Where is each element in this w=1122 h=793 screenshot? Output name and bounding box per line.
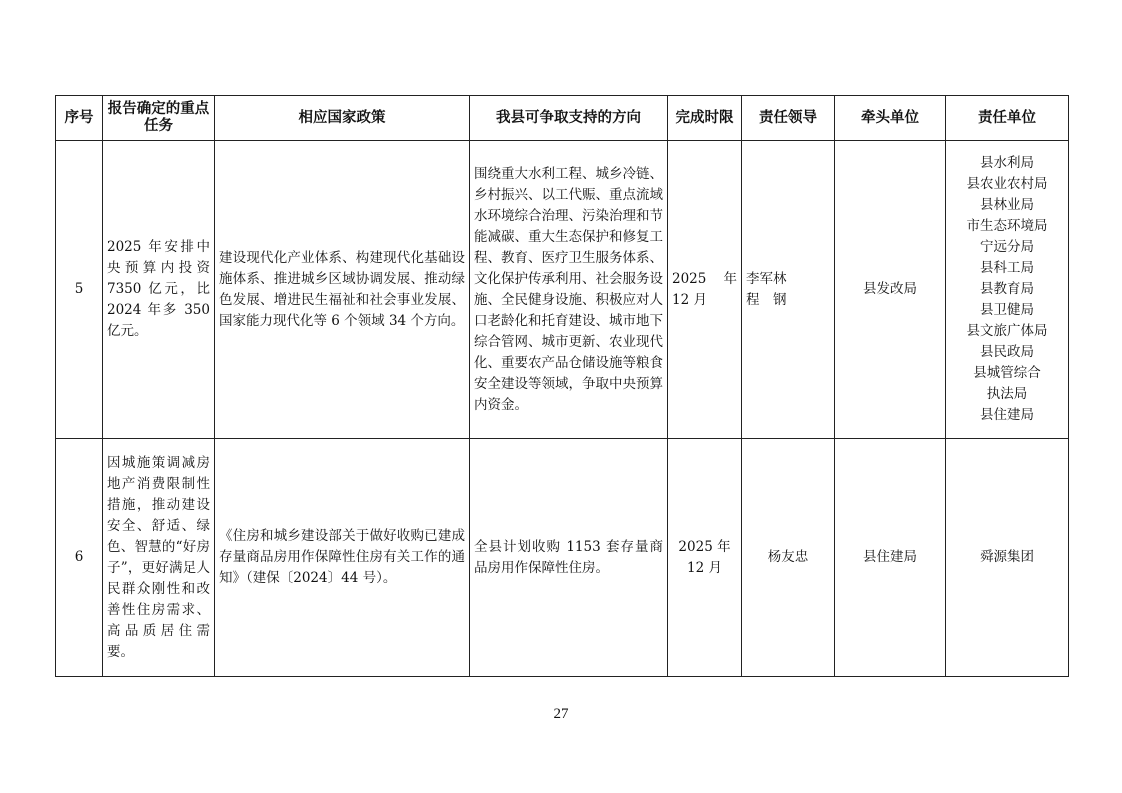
table-row [56, 439, 1069, 677]
row-policy: 《住房和城乡建设部关于做好收购已建成存量商品房用作保障性住房有关工作的通知》（建保〔2024〕44 号）。 [215, 439, 470, 677]
leader-name: 李军林 [746, 270, 787, 287]
resp-unit-item: 县林业局 [980, 197, 1034, 213]
row-leader: 杨友忠 [742, 439, 835, 677]
resp-unit-item: 县水利局 [980, 155, 1034, 171]
row-direction: 全县计划收购 1153 套存量商品房用作保障性住房。 [470, 439, 668, 677]
row-task: 因城施策调减房地产消费限制性措施，推动建设安全、舒适、绿色、智慧的“好房子”，更好满足人民群众刚性和改善性住房需求、高品质居住需要。 [103, 439, 215, 677]
resp-unit-item: 县农业农村局 [966, 176, 1048, 192]
resp-unit-item: 县住建局 [980, 407, 1034, 423]
row-deadline: 2025 年 12 月 [668, 439, 742, 677]
header-lead-unit: 牵头单位 [835, 96, 946, 141]
header-task: 报告确定的重点任务 [103, 96, 215, 141]
header-policy: 相应国家政策 [215, 96, 470, 141]
page-number: 27 [553, 706, 569, 722]
row-seq: 6 [56, 439, 103, 677]
row-lead-unit: 县发改局 [835, 141, 946, 439]
resp-unit-item: 县教育局 [980, 281, 1034, 297]
header-leader: 责任领导 [742, 96, 835, 141]
row-leaders [742, 141, 835, 439]
resp-unit-item: 市生态环境局 [966, 218, 1048, 234]
resp-unit-item: 县文旅广体局 [966, 323, 1048, 339]
resp-unit-item: 县民政局 [980, 344, 1034, 360]
header-row [56, 96, 1069, 141]
row-resp-units [946, 141, 1069, 439]
row-task: 2025 年安排中央预算内投资 7350 亿元，比 2024 年多 350 亿元。 [103, 141, 215, 439]
header-direction: 我县可争取支持的方向 [470, 96, 668, 141]
header-deadline: 完成时限 [668, 96, 742, 141]
policy-task-table [55, 95, 1069, 677]
resp-unit-item: 执法局 [986, 386, 1028, 402]
resp-unit-item: 宁远分局 [980, 239, 1034, 255]
row-direction: 围绕重大水利工程、城乡冷链、乡村振兴、以工代赈、重点流域水环境综合治理、污染治理和节能减碳、重大生态保护和修复工程、教育、医疗卫生服务体系、文化保护传承利用、社会服务设施、全民健身设施、积极应对人口老龄化和托育建设、城市地下综合管网、城市更新、农业现代化、重要农产品仓储设施等粮食安全建设等领域，争取中央预算内资金。 [470, 141, 668, 439]
row-deadline: 2025 年 12 月 [668, 141, 742, 439]
header-seq: 序号 [56, 96, 103, 141]
resp-unit-item: 县卫健局 [980, 302, 1034, 318]
row-seq: 5 [56, 141, 103, 439]
resp-unit-item: 县城管综合 [973, 365, 1041, 381]
row-lead-unit: 县住建局 [835, 439, 946, 677]
header-resp-unit: 责任单位 [946, 96, 1069, 141]
resp-unit-item: 县科工局 [980, 260, 1034, 276]
table-row [56, 141, 1069, 439]
row-policy: 建设现代化产业体系、构建现代化基础设施体系、推进城乡区域协调发展、推动绿色发展、增进民生福祉和社会事业发展、国家能力现代化等 6 个领域 34 个方向。 [215, 141, 470, 439]
row-resp-unit: 舜源集团 [946, 439, 1069, 677]
leader-name: 程 钢 [746, 291, 787, 308]
